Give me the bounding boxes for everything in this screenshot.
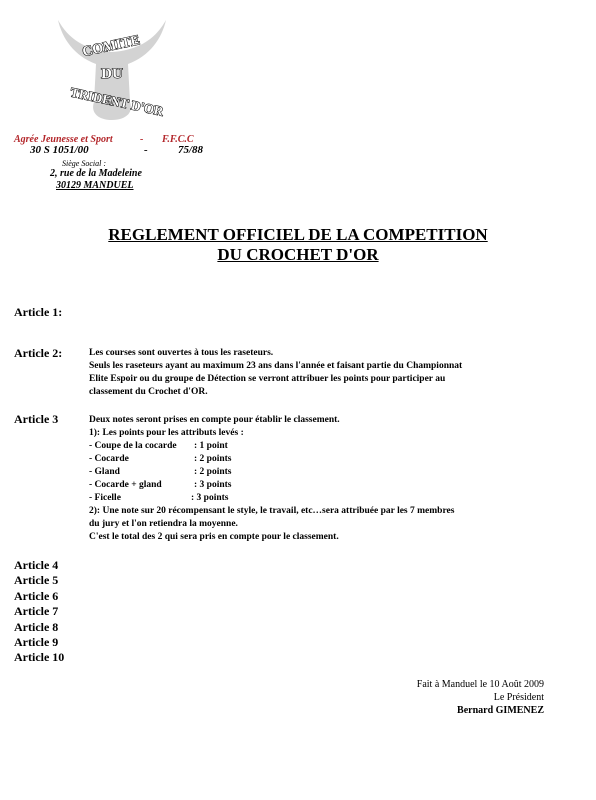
points-row bbox=[89, 492, 454, 505]
registration-dash: - bbox=[144, 144, 148, 156]
logo-text-comite: COMITE bbox=[81, 33, 142, 60]
points-value: : 1 point bbox=[194, 441, 228, 451]
article-3-sub2-line2: du jury et l'on retiendra la moyenne. bbox=[89, 519, 238, 529]
article-1-label: Article 1: bbox=[14, 305, 63, 319]
place-date: Fait à Manduel le 10 Août 2009 bbox=[416, 679, 544, 690]
article-3-text bbox=[89, 414, 454, 544]
points-value: : 3 points bbox=[191, 493, 229, 503]
article-2-text bbox=[89, 347, 462, 399]
address-street: 2, rue de la Madeleine bbox=[50, 168, 142, 179]
points-row bbox=[89, 479, 454, 492]
agrement-text: Agrée Jeunesse et Sport bbox=[14, 134, 113, 145]
article-2-line: Elite Espoir ou du groupe de Détection se verront attribuer les points pour participer au bbox=[89, 374, 446, 384]
document-title bbox=[0, 225, 596, 265]
signature-block bbox=[417, 678, 544, 717]
empty-articles-list bbox=[14, 558, 64, 666]
article-5-label: Article 5 bbox=[14, 573, 59, 588]
points-value: : 3 points bbox=[194, 480, 232, 490]
siege-label: Siège Social : bbox=[62, 159, 106, 168]
points-attribute: - Gland bbox=[89, 467, 120, 477]
title-line-2: DU CROCHET D'OR bbox=[217, 245, 379, 264]
points-attribute: - Cocarde bbox=[89, 454, 129, 464]
trident-logo bbox=[54, 16, 170, 120]
address-city: 30129 MANDUEL bbox=[56, 180, 134, 191]
article-2-line: classement du Crochet d'OR. bbox=[89, 387, 208, 397]
ffcc-number: 75/88 bbox=[178, 144, 204, 156]
agrement-dash: - bbox=[140, 134, 144, 145]
article-2-label: Article 2: bbox=[14, 346, 63, 360]
title-line-1: REGLEMENT OFFICIEL DE LA COMPETITION bbox=[108, 225, 488, 244]
registration-number: 30 S 1051/00 bbox=[30, 144, 89, 156]
article-3-conclusion: C'est le total des 2 qui sera pris en compte pour le classement. bbox=[89, 532, 339, 542]
article-2-line: Seuls les raseteurs ayant au maximum 23 ans dans l'année et faisant partie du Championnat bbox=[89, 361, 463, 371]
article-3-sub2-line1: 2): Une note sur 20 récompensant le style, le travail, etc…sera attribuée par les 7 membres bbox=[89, 506, 455, 516]
article-6-label: Article 6 bbox=[14, 588, 59, 603]
logo-text-du: DU bbox=[101, 66, 123, 82]
ffcc-text: F.F.C.C bbox=[162, 134, 194, 145]
points-value: : 2 points bbox=[194, 467, 232, 477]
article-4-label: Article 4 bbox=[14, 558, 59, 572]
president-role: Le Président bbox=[493, 692, 544, 703]
article-8-label: Article 8 bbox=[14, 619, 59, 634]
article-3-intro: Deux notes seront prises en compte pour établir le classement. bbox=[89, 415, 340, 425]
article-9-label: Article 9 bbox=[14, 635, 59, 650]
article-3-sub1: 1): Les points pour les attributs levés : bbox=[89, 428, 244, 438]
article-2-line: Les courses sont ouvertes à tous les raseteurs. bbox=[89, 348, 274, 358]
president-name: Bernard GIMENEZ bbox=[457, 705, 544, 716]
article-7-label: Article 7 bbox=[14, 604, 59, 619]
points-attribute: - Ficelle bbox=[89, 493, 121, 503]
points-row bbox=[89, 453, 454, 466]
points-row bbox=[89, 440, 454, 453]
article-10-label: Article 10 bbox=[14, 650, 65, 665]
points-row bbox=[89, 466, 454, 479]
article-3-label: Article 3 bbox=[14, 412, 59, 426]
logo-text-trident: TRIDENT D'OR bbox=[69, 84, 165, 119]
points-attribute: - Cocarde + gland bbox=[89, 480, 162, 490]
points-value: : 2 points bbox=[194, 454, 232, 464]
points-attribute: - Coupe de la cocarde bbox=[89, 441, 177, 451]
